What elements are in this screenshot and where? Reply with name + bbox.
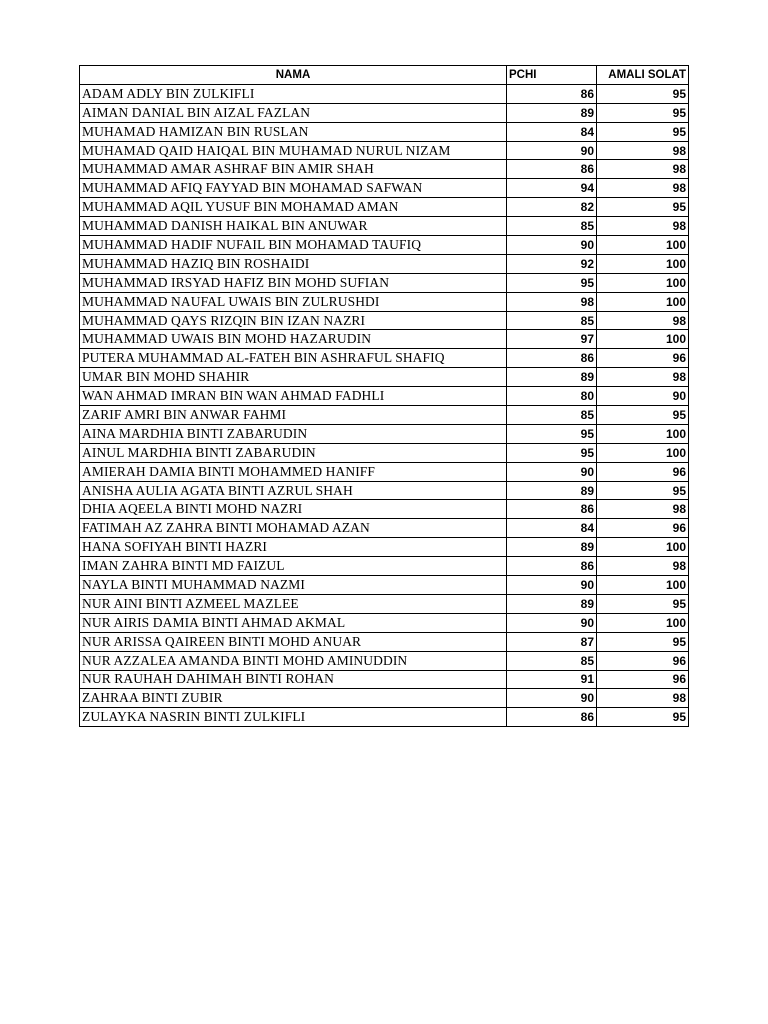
pchi-score-cell: 95	[507, 443, 597, 462]
pchi-score-cell: 80	[507, 387, 597, 406]
table-row	[80, 217, 689, 236]
student-name-cell: NUR RAUHAH DAHIMAH BINTI ROHAN	[80, 670, 507, 689]
pchi-score-cell: 90	[507, 236, 597, 255]
table-row	[80, 273, 689, 292]
student-name-cell: MUHAMAD QAID HAIQAL BIN MUHAMAD NURUL NIZAM	[80, 141, 507, 160]
pchi-score-cell: 84	[507, 519, 597, 538]
amali-solat-score-cell: 98	[597, 500, 689, 519]
amali-solat-score-cell: 98	[597, 160, 689, 179]
pchi-score-cell: 85	[507, 311, 597, 330]
amali-solat-score-cell: 96	[597, 519, 689, 538]
amali-solat-score-cell: 98	[597, 311, 689, 330]
pchi-score-cell: 86	[507, 557, 597, 576]
student-name-cell: ZAHRAA BINTI ZUBIR	[80, 689, 507, 708]
pchi-score-cell: 85	[507, 651, 597, 670]
amali-solat-score-cell: 96	[597, 670, 689, 689]
amali-solat-score-cell: 100	[597, 424, 689, 443]
pchi-score-cell: 90	[507, 689, 597, 708]
student-name-cell: MUHAMMAD QAYS RIZQIN BIN IZAN NAZRI	[80, 311, 507, 330]
amali-solat-score-cell: 96	[597, 349, 689, 368]
table-row	[80, 254, 689, 273]
student-name-cell: PUTERA MUHAMMAD AL-FATEH BIN ASHRAFUL SHAFIQ	[80, 349, 507, 368]
student-name-cell: MUHAMMAD AMAR ASHRAF BIN AMIR SHAH	[80, 160, 507, 179]
pchi-score-cell: 91	[507, 670, 597, 689]
amali-solat-score-cell: 98	[597, 689, 689, 708]
student-name-cell: NUR AZZALEA AMANDA BINTI MOHD AMINUDDIN	[80, 651, 507, 670]
student-name-cell: MUHAMMAD AFIQ FAYYAD BIN MOHAMAD SAFWAN	[80, 179, 507, 198]
table-row	[80, 670, 689, 689]
score-sheet	[79, 65, 688, 727]
pchi-score-cell: 84	[507, 122, 597, 141]
table-row	[80, 443, 689, 462]
amali-solat-score-cell: 100	[597, 538, 689, 557]
table-body	[80, 84, 689, 726]
pchi-score-cell: 89	[507, 103, 597, 122]
student-name-cell: ANISHA AULIA AGATA BINTI AZRUL SHAH	[80, 481, 507, 500]
table-row	[80, 557, 689, 576]
table-row	[80, 538, 689, 557]
table-row	[80, 576, 689, 595]
pchi-score-cell: 87	[507, 632, 597, 651]
amali-solat-score-cell: 100	[597, 443, 689, 462]
table-row	[80, 292, 689, 311]
table-row	[80, 141, 689, 160]
amali-solat-score-cell: 98	[597, 217, 689, 236]
amali-solat-score-cell: 95	[597, 122, 689, 141]
pchi-score-cell: 86	[507, 160, 597, 179]
student-name-cell: WAN AHMAD IMRAN BIN WAN AHMAD FADHLI	[80, 387, 507, 406]
amali-solat-score-cell: 98	[597, 368, 689, 387]
student-name-cell: FATIMAH AZ ZAHRA BINTI MOHAMAD AZAN	[80, 519, 507, 538]
student-name-cell: MUHAMAD HAMIZAN BIN RUSLAN	[80, 122, 507, 141]
pchi-score-cell: 97	[507, 330, 597, 349]
pchi-score-cell: 95	[507, 273, 597, 292]
table-row	[80, 406, 689, 425]
amali-solat-score-cell: 95	[597, 84, 689, 103]
table-row	[80, 84, 689, 103]
pchi-score-cell: 90	[507, 141, 597, 160]
amali-solat-score-cell: 95	[597, 198, 689, 217]
amali-solat-score-cell: 95	[597, 594, 689, 613]
student-name-cell: AINUL MARDHIA BINTI ZABARUDIN	[80, 443, 507, 462]
amali-solat-score-cell: 100	[597, 273, 689, 292]
amali-solat-score-cell: 98	[597, 179, 689, 198]
amali-solat-score-cell: 100	[597, 254, 689, 273]
student-name-cell: ZULAYKA NASRIN BINTI ZULKIFLI	[80, 708, 507, 727]
header-amali-solat: AMALI SOLAT	[597, 66, 689, 85]
amali-solat-score-cell: 100	[597, 613, 689, 632]
student-name-cell: MUHAMMAD HAZIQ BIN ROSHAIDI	[80, 254, 507, 273]
pchi-score-cell: 89	[507, 481, 597, 500]
table-row	[80, 708, 689, 727]
amali-solat-score-cell: 96	[597, 462, 689, 481]
amali-solat-score-cell: 96	[597, 651, 689, 670]
pchi-score-cell: 89	[507, 538, 597, 557]
amali-solat-score-cell: 100	[597, 236, 689, 255]
student-name-cell: AMIERAH DAMIA BINTI MOHAMMED HANIFF	[80, 462, 507, 481]
pchi-score-cell: 95	[507, 424, 597, 443]
pchi-score-cell: 86	[507, 84, 597, 103]
amali-solat-score-cell: 100	[597, 330, 689, 349]
student-name-cell: MUHAMMAD AQIL YUSUF BIN MOHAMAD AMAN	[80, 198, 507, 217]
table-row	[80, 387, 689, 406]
pchi-score-cell: 90	[507, 576, 597, 595]
table-row	[80, 594, 689, 613]
table-row	[80, 198, 689, 217]
table-row	[80, 462, 689, 481]
amali-solat-score-cell: 98	[597, 557, 689, 576]
table-row	[80, 632, 689, 651]
pchi-score-cell: 94	[507, 179, 597, 198]
amali-solat-score-cell: 98	[597, 141, 689, 160]
student-name-cell: MUHAMMAD IRSYAD HAFIZ BIN MOHD SUFIAN	[80, 273, 507, 292]
student-name-cell: MUHAMMAD HADIF NUFAIL BIN MOHAMAD TAUFIQ	[80, 236, 507, 255]
student-name-cell: IMAN ZAHRA BINTI MD FAIZUL	[80, 557, 507, 576]
header-pchi: PCHI	[507, 66, 597, 85]
amali-solat-score-cell: 95	[597, 708, 689, 727]
pchi-score-cell: 89	[507, 368, 597, 387]
table-row	[80, 651, 689, 670]
table-row	[80, 613, 689, 632]
pchi-score-cell: 90	[507, 462, 597, 481]
table-row	[80, 311, 689, 330]
table-row	[80, 481, 689, 500]
student-name-cell: AINA MARDHIA BINTI ZABARUDIN	[80, 424, 507, 443]
pchi-score-cell: 82	[507, 198, 597, 217]
pchi-score-cell: 90	[507, 613, 597, 632]
table-row	[80, 500, 689, 519]
pchi-score-cell: 86	[507, 349, 597, 368]
student-name-cell: AIMAN DANIAL BIN AIZAL FAZLAN	[80, 103, 507, 122]
pchi-score-cell: 85	[507, 406, 597, 425]
student-name-cell: NUR AINI BINTI AZMEEL MAZLEE	[80, 594, 507, 613]
student-name-cell: MUHAMMAD UWAIS BIN MOHD HAZARUDIN	[80, 330, 507, 349]
amali-solat-score-cell: 95	[597, 632, 689, 651]
student-name-cell: MUHAMMAD NAUFAL UWAIS BIN ZULRUSHDI	[80, 292, 507, 311]
pchi-score-cell: 86	[507, 708, 597, 727]
student-name-cell: HANA SOFIYAH BINTI HAZRI	[80, 538, 507, 557]
pchi-score-cell: 86	[507, 500, 597, 519]
table-row	[80, 160, 689, 179]
student-name-cell: NUR ARISSA QAIREEN BINTI MOHD ANUAR	[80, 632, 507, 651]
header-row	[80, 66, 689, 85]
amali-solat-score-cell: 100	[597, 292, 689, 311]
student-name-cell: ZARIF AMRI BIN ANWAR FAHMI	[80, 406, 507, 425]
student-name-cell: DHIA AQEELA BINTI MOHD NAZRI	[80, 500, 507, 519]
pchi-score-cell: 85	[507, 217, 597, 236]
amali-solat-score-cell: 95	[597, 103, 689, 122]
table-row	[80, 349, 689, 368]
pchi-score-cell: 89	[507, 594, 597, 613]
table-row	[80, 689, 689, 708]
table-row	[80, 122, 689, 141]
table-row	[80, 103, 689, 122]
student-name-cell: NUR AIRIS DAMIA BINTI AHMAD AKMAL	[80, 613, 507, 632]
table-row	[80, 236, 689, 255]
score-table	[79, 65, 689, 727]
student-name-cell: NAYLA BINTI MUHAMMAD NAZMI	[80, 576, 507, 595]
student-name-cell: MUHAMMAD DANISH HAIKAL BIN ANUWAR	[80, 217, 507, 236]
table-row	[80, 179, 689, 198]
amali-solat-score-cell: 90	[597, 387, 689, 406]
amali-solat-score-cell: 95	[597, 481, 689, 500]
table-row	[80, 424, 689, 443]
amali-solat-score-cell: 100	[597, 576, 689, 595]
table-row	[80, 330, 689, 349]
table-row	[80, 519, 689, 538]
student-name-cell: UMAR BIN MOHD SHAHIR	[80, 368, 507, 387]
student-name-cell: ADAM ADLY BIN ZULKIFLI	[80, 84, 507, 103]
amali-solat-score-cell: 95	[597, 406, 689, 425]
pchi-score-cell: 92	[507, 254, 597, 273]
header-nama: NAMA	[80, 66, 507, 85]
pchi-score-cell: 98	[507, 292, 597, 311]
table-row	[80, 368, 689, 387]
